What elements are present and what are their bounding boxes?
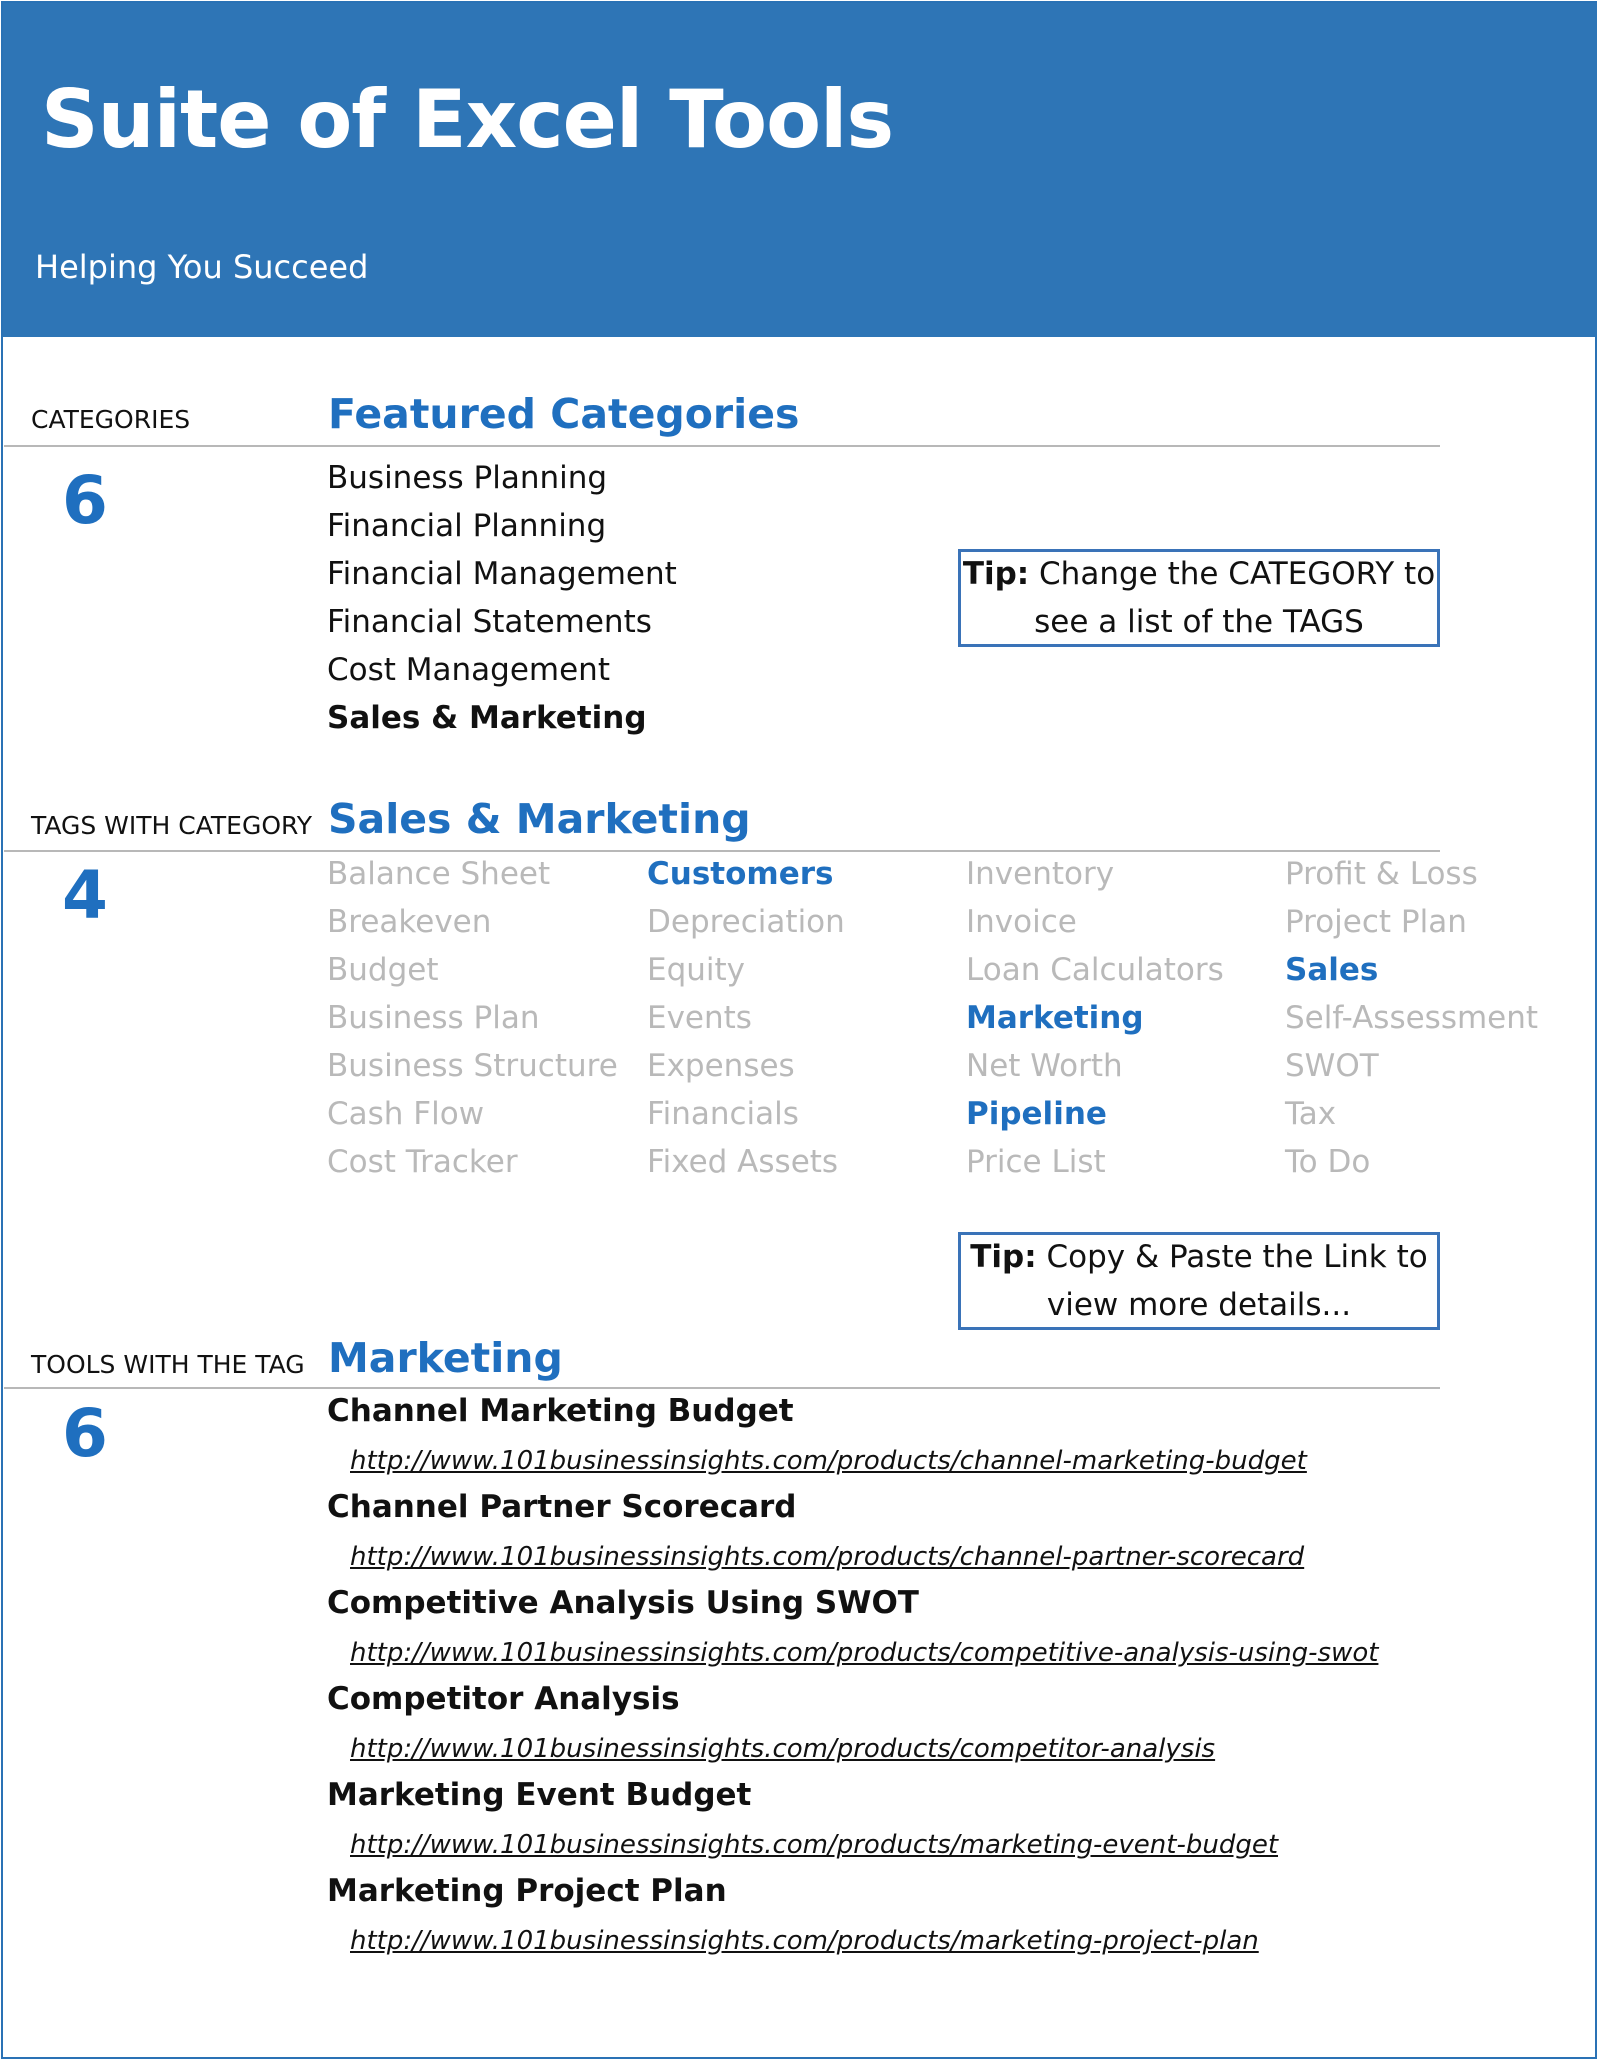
tip-text: Copy & Paste the Link to view more details... — [1036, 1239, 1428, 1323]
tool-link[interactable]: http://www.101businessinsights.com/products/channel-partner-scorecard — [350, 1542, 1305, 1572]
tools-label: TOOLS WITH THE TAG — [31, 1350, 305, 1379]
tags-title: Sales & Marketing — [328, 795, 751, 843]
tools-divider — [4, 1387, 1440, 1389]
tip-bold: Tip: — [970, 1239, 1037, 1275]
tag-item[interactable]: Expenses — [647, 1048, 795, 1084]
tag-item[interactable]: Tax — [1285, 1096, 1337, 1132]
tag-item[interactable]: Cost Tracker — [327, 1144, 518, 1180]
tag-item[interactable]: Project Plan — [1285, 904, 1467, 940]
tag-item[interactable]: Events — [647, 1000, 752, 1036]
tag-item-active[interactable]: Customers — [647, 856, 834, 892]
tool-link[interactable]: http://www.101businessinsights.com/products/competitor-analysis — [350, 1734, 1216, 1764]
page-title: Suite of Excel Tools — [41, 73, 894, 166]
tag-item[interactable]: Cash Flow — [327, 1096, 485, 1132]
tool-name: Marketing Project Plan — [327, 1873, 727, 1909]
header-banner — [3, 3, 1597, 337]
categories-title: Featured Categories — [328, 390, 800, 438]
tool-link[interactable]: http://www.101businessinsights.com/products/competitive-analysis-using-swot — [350, 1638, 1379, 1668]
category-item-selected[interactable]: Sales & Marketing — [327, 700, 647, 736]
tools-count: 6 — [62, 1395, 108, 1472]
tag-item[interactable]: Price List — [966, 1144, 1106, 1180]
tag-item[interactable]: Equity — [647, 952, 746, 988]
tool-name: Channel Marketing Budget — [327, 1393, 794, 1429]
page-subtitle: Helping You Succeed — [35, 248, 369, 286]
category-item[interactable]: Cost Management — [327, 652, 610, 688]
categories-label: CATEGORIES — [31, 405, 191, 434]
tag-item[interactable]: Self-Assessment — [1285, 1000, 1539, 1036]
tool-link[interactable]: http://www.101businessinsights.com/products/channel-marketing-budget — [350, 1446, 1307, 1476]
tag-item[interactable]: Breakeven — [327, 904, 492, 940]
tag-item[interactable]: Depreciation — [647, 904, 845, 940]
tag-item[interactable]: Net Worth — [966, 1048, 1123, 1084]
tool-name: Competitor Analysis — [327, 1681, 680, 1717]
categories-divider — [4, 445, 1440, 447]
category-tip-box — [958, 549, 1440, 647]
category-item[interactable]: Financial Management — [327, 556, 677, 592]
tag-item-active[interactable]: Pipeline — [966, 1096, 1107, 1132]
tip-bold: Tip: — [962, 556, 1030, 592]
tag-item[interactable]: To Do — [1285, 1144, 1371, 1180]
tag-item[interactable]: Balance Sheet — [327, 856, 551, 892]
tool-name: Marketing Event Budget — [327, 1777, 752, 1813]
tag-item[interactable]: Invoice — [966, 904, 1077, 940]
category-item[interactable]: Business Planning — [327, 460, 608, 496]
tag-item[interactable]: SWOT — [1285, 1048, 1379, 1084]
tag-item[interactable]: Fixed Assets — [647, 1144, 839, 1180]
tag-item[interactable]: Financials — [647, 1096, 799, 1132]
category-item[interactable]: Financial Planning — [327, 508, 607, 544]
tool-link[interactable]: http://www.101businessinsights.com/products/marketing-event-budget — [350, 1830, 1279, 1860]
tags-label: TAGS WITH CATEGORY — [31, 811, 313, 840]
tag-item-active[interactable]: Sales — [1285, 952, 1379, 988]
tag-item[interactable]: Loan Calculators — [966, 952, 1224, 988]
tool-name: Channel Partner Scorecard — [327, 1489, 797, 1525]
tags-divider — [4, 850, 1440, 852]
tag-item[interactable]: Inventory — [966, 856, 1115, 892]
tools-title: Marketing — [328, 1334, 563, 1382]
categories-count: 6 — [62, 462, 108, 539]
tag-item-active[interactable]: Marketing — [966, 1000, 1144, 1036]
tool-name: Competitive Analysis Using SWOT — [327, 1585, 919, 1621]
tags-count: 4 — [62, 857, 108, 934]
tool-link[interactable]: http://www.101businessinsights.com/products/marketing-project-plan — [350, 1926, 1259, 1956]
category-item[interactable]: Financial Statements — [327, 604, 652, 640]
link-tip-box — [958, 1232, 1440, 1330]
tag-item[interactable]: Business Structure — [327, 1048, 618, 1084]
tag-item[interactable]: Business Plan — [327, 1000, 540, 1036]
tip-text: Change the CATEGORY to see a list of the TAGS — [1029, 556, 1436, 640]
tag-item[interactable]: Budget — [327, 952, 439, 988]
tag-item[interactable]: Profit & Loss — [1285, 856, 1478, 892]
